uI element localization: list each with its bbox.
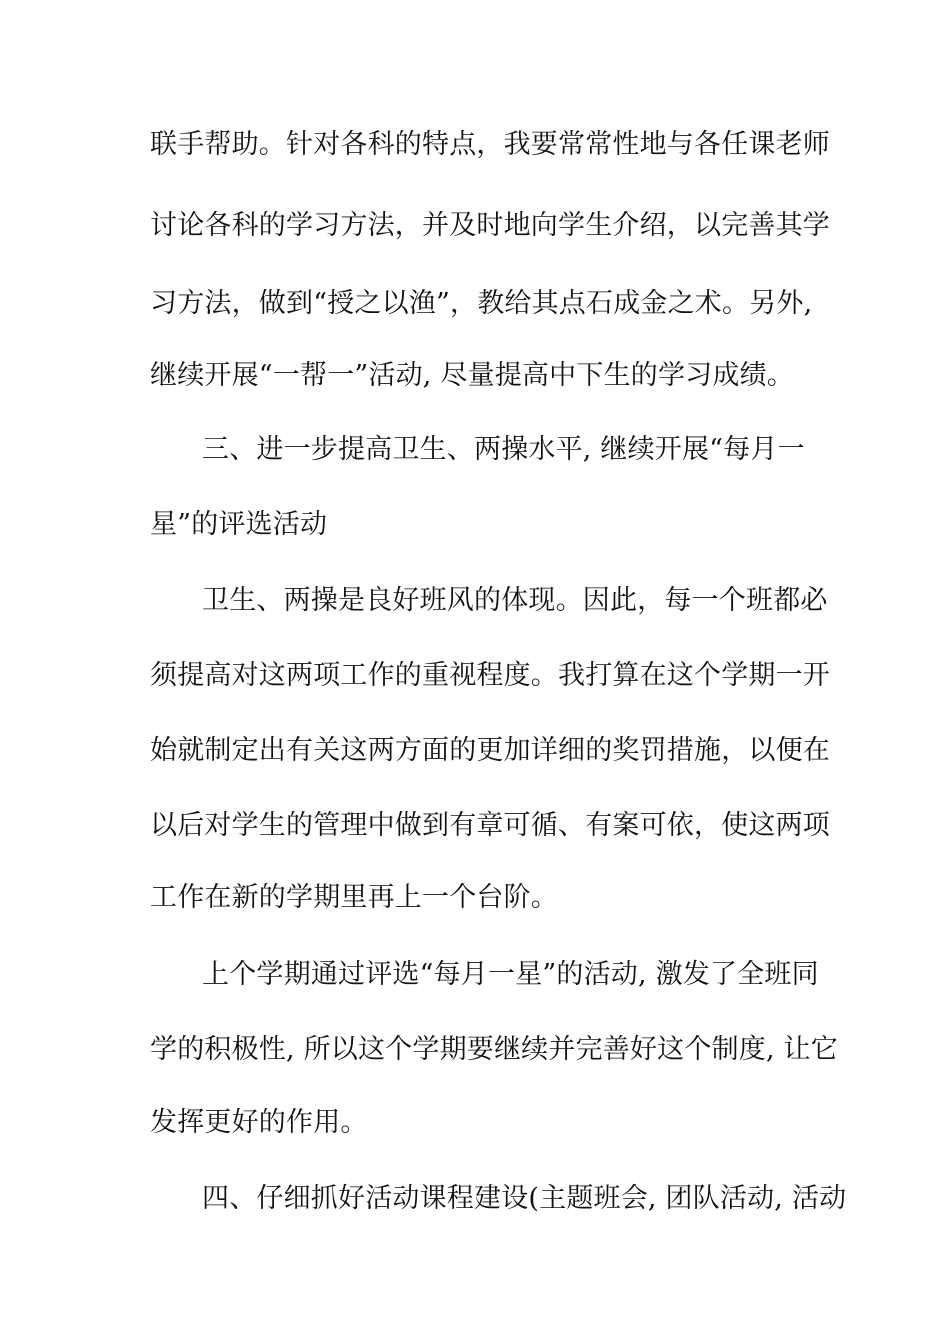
paragraph-line: 以后对学生的管理中做到有章可循、有案可依，使这两项 bbox=[150, 810, 830, 841]
paragraph-line: 习方法，做到“授之以渔”，教给其点石成金之术。另外, bbox=[150, 288, 813, 319]
paragraph-line: 联手帮助。针对各科的特点，我要常常性地与各任课老师 bbox=[150, 129, 830, 160]
paragraph-line: 须提高对这两项工作的重视程度。我打算在这个学期一开 bbox=[150, 660, 830, 691]
paragraph-line: 发挥更好的作用。 bbox=[150, 1107, 368, 1138]
paragraph-line: 继续开展“一帮一”活动, 尽量提高中下生的学习成绩。 bbox=[150, 360, 794, 391]
paragraph-line: 学的积极性, 所以这个学期要继续并完善好这个制度, 让它 bbox=[150, 1034, 838, 1065]
section-heading-line: 三、进一步提高卫生、两操水平, 继续开展“每月一 bbox=[202, 434, 805, 465]
paragraph-line: 上个学期通过评选“每月一星”的活动, 激发了全班同 bbox=[202, 959, 819, 990]
paragraph-line: 卫生、两操是良好班风的体现。因此，每一个班都必 bbox=[202, 585, 828, 616]
paragraph-line: 始就制定出有关这两方面的更加详细的奖罚措施，以便在 bbox=[150, 735, 830, 766]
paragraph-line: 讨论各科的学习方法，并及时地向学生介绍，以完善其学 bbox=[150, 210, 830, 241]
section-heading-line: 四、仔细抓好活动课程建设(主题班会, 团队活动, 活动 bbox=[202, 1183, 847, 1214]
section-heading-line: 星”的评选活动 bbox=[150, 509, 328, 540]
paragraph-line: 工作在新的学期里再上一个台阶。 bbox=[150, 882, 558, 913]
